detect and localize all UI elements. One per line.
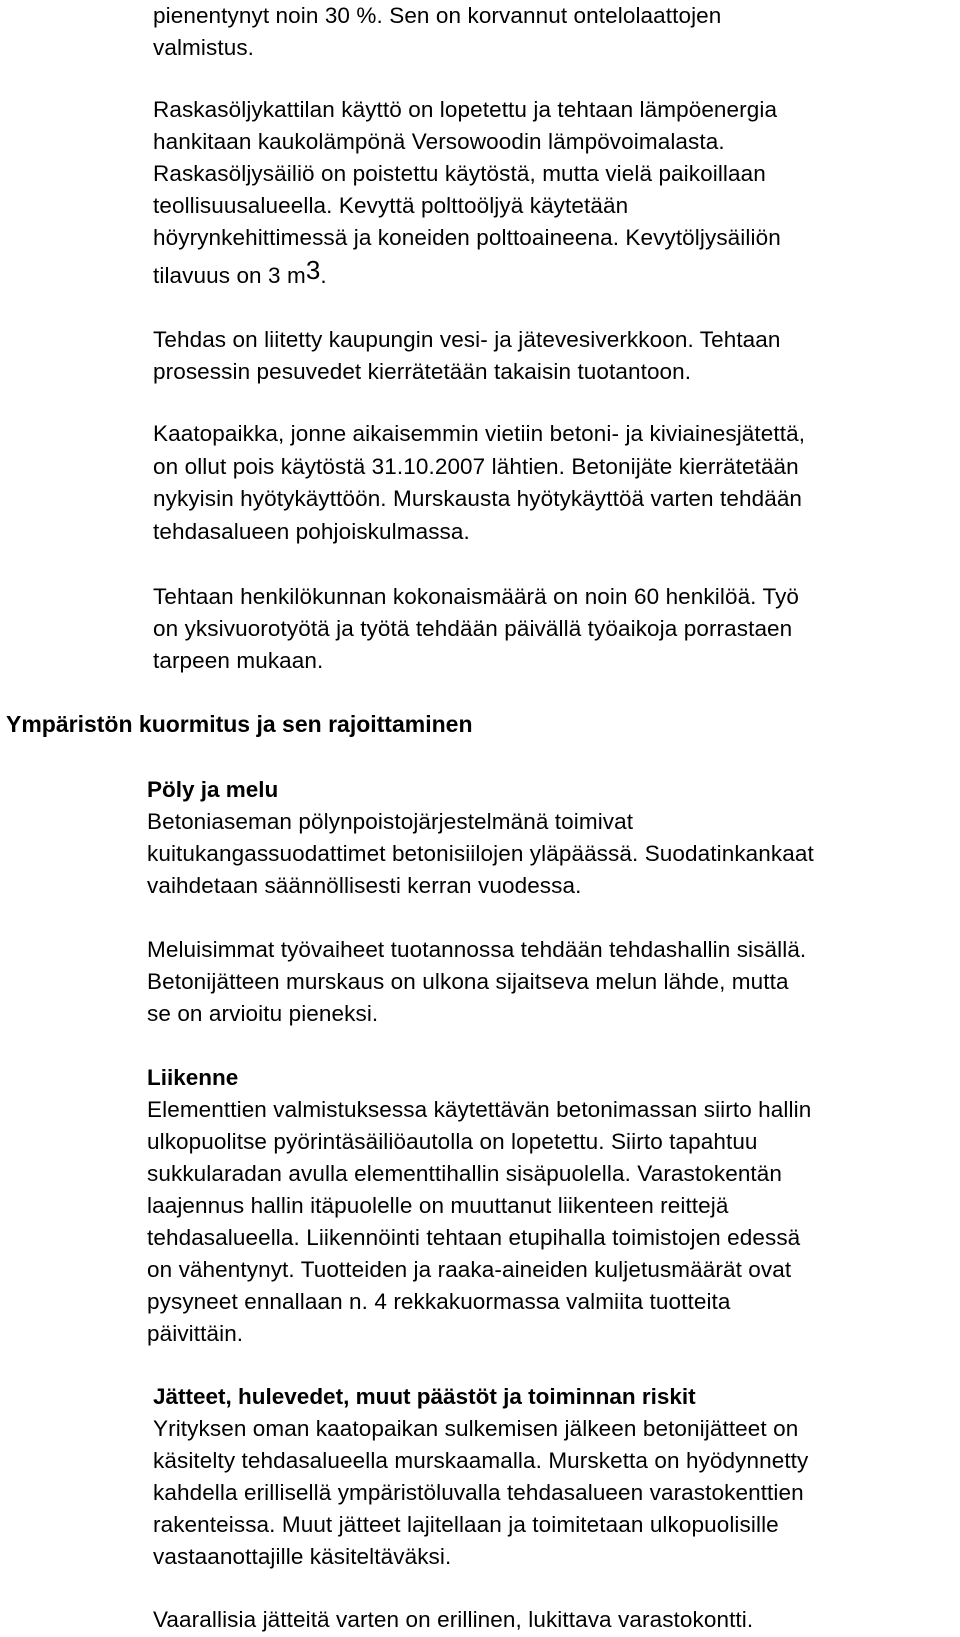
text-line: Meluisimmat työvaiheet tuotannossa tehdään tehdashallin sisällä.: [147, 937, 807, 962]
text-line: Kaatopaikka, jonne aikaisemmin vietiin betoni- ja kiviainesjätettä,: [153, 421, 806, 446]
text-line: vastaanottajille käsiteltäväksi.: [153, 1544, 452, 1569]
text-line: tarpeen mukaan.: [153, 648, 324, 673]
text-line: nykyisin hyötykäyttöön. Murskausta hyötykäyttöä varten tehdään: [153, 486, 803, 511]
text-line: rakenteissa. Muut jätteet lajitellaan ja toimitetaan ulkopuolisille: [153, 1512, 779, 1537]
text-line: päivittäin.: [147, 1321, 244, 1346]
text-line: teollisuusalueella. Kevyttä polttoöljyä käytetään: [153, 193, 629, 218]
text-line: Betonijätteen murskaus on ulkona sijaitseva melun lähde, mutta: [147, 969, 789, 994]
text-line: Raskasöljykattilan käyttö on lopetettu ja tehtaan lämpöenergia: [153, 97, 778, 122]
text-line-volume: [153, 255, 327, 292]
text-line: Vaarallisia jätteitä varten on erillinen, lukittava varastokontti.: [153, 1607, 754, 1632]
text-line: Tehdas on liitetty kaupungin vesi- ja jätevesiverkkoon. Tehtaan: [153, 327, 781, 352]
text-line: on vähentynyt. Tuotteiden ja raaka-aineiden kuljetusmäärät ovat: [147, 1257, 792, 1282]
subheading-waste: Jätteet, hulevedet, muut päästöt ja toiminnan riskit: [153, 1384, 696, 1409]
text-line: vaihdetaan säännöllisesti kerran vuodessa.: [147, 873, 582, 898]
section-heading: Ympäristön kuormitus ja sen rajoittaminen: [6, 711, 473, 737]
subheading-dust-noise: Pöly ja melu: [147, 777, 279, 802]
text-line: valmistus.: [153, 35, 255, 60]
text-line: on ollut pois käytöstä 31.10.2007 lähtien. Betonijäte kierrätetään: [153, 454, 799, 479]
text-line: pysyneet ennallaan n. 4 rekkakuormassa valmiita tuotteita: [147, 1289, 731, 1314]
text-line: Raskasöljysäiliö on poistettu käytöstä, mutta vielä paikoillaan: [153, 161, 766, 186]
text-line: laajennus hallin itäpuolelle on muuttanut liikenteen reittejä: [147, 1193, 729, 1218]
text-line: on yksivuorotyötä ja työtä tehdään päivällä työaikoja porrastaen: [153, 616, 793, 641]
text-line: Yrityksen oman kaatopaikan sulkemisen jälkeen betonijätteet on: [153, 1416, 799, 1441]
cubic-superscript: 3: [305, 255, 321, 285]
text-line: tehdasalueen pohjoiskulmassa.: [153, 519, 470, 544]
text-line: Tehtaan henkilökunnan kokonaismäärä on noin 60 henkilöä. Työ: [153, 584, 800, 609]
text-line: sukkularadan avulla elementtihallin sisäpuolella. Varastokentän: [147, 1161, 783, 1186]
text-line: Betoniaseman pölynpoistojärjestelmänä toimivat: [147, 809, 634, 834]
text-line: kahdella erillisellä ympäristöluvalla tehdasalueen varastokenttien: [153, 1480, 804, 1505]
text-line: pienentynyt noin 30 %. Sen on korvannut ontelolaattojen: [153, 3, 722, 28]
text-line: Elementtien valmistuksessa käytettävän betonimassan siirto hallin: [147, 1097, 812, 1122]
text-line: hankitaan kaukolämpönä Versowoodin lämpövoimalasta.: [153, 129, 725, 154]
subheading-traffic: Liikenne: [147, 1065, 239, 1090]
volume-text: tilavuus on 3 m: [153, 263, 306, 288]
text-line: se on arvioitu pieneksi.: [147, 1001, 379, 1026]
text-line: höyrynkehittimessä ja koneiden polttoaineena. Kevytöljysäiliön: [153, 225, 781, 250]
text-line: prosessin pesuvedet kierrätetään takaisin tuotantoon.: [153, 359, 692, 384]
text-line: ulkopuolitse pyörintäsäiliöautolla on lopetettu. Siirto tapahtuu: [147, 1129, 758, 1154]
volume-period: .: [320, 263, 327, 288]
text-line: tehdasalueella. Liikennöinti tehtaan etupihalla toimistojen edessä: [147, 1225, 801, 1250]
text-line: kuitukangassuodattimet betonisiilojen yläpäässä. Suodatinkankaat: [147, 841, 814, 866]
text-line: käsitelty tehdasalueella murskaamalla. Mursketta on hyödynnetty: [153, 1448, 809, 1473]
